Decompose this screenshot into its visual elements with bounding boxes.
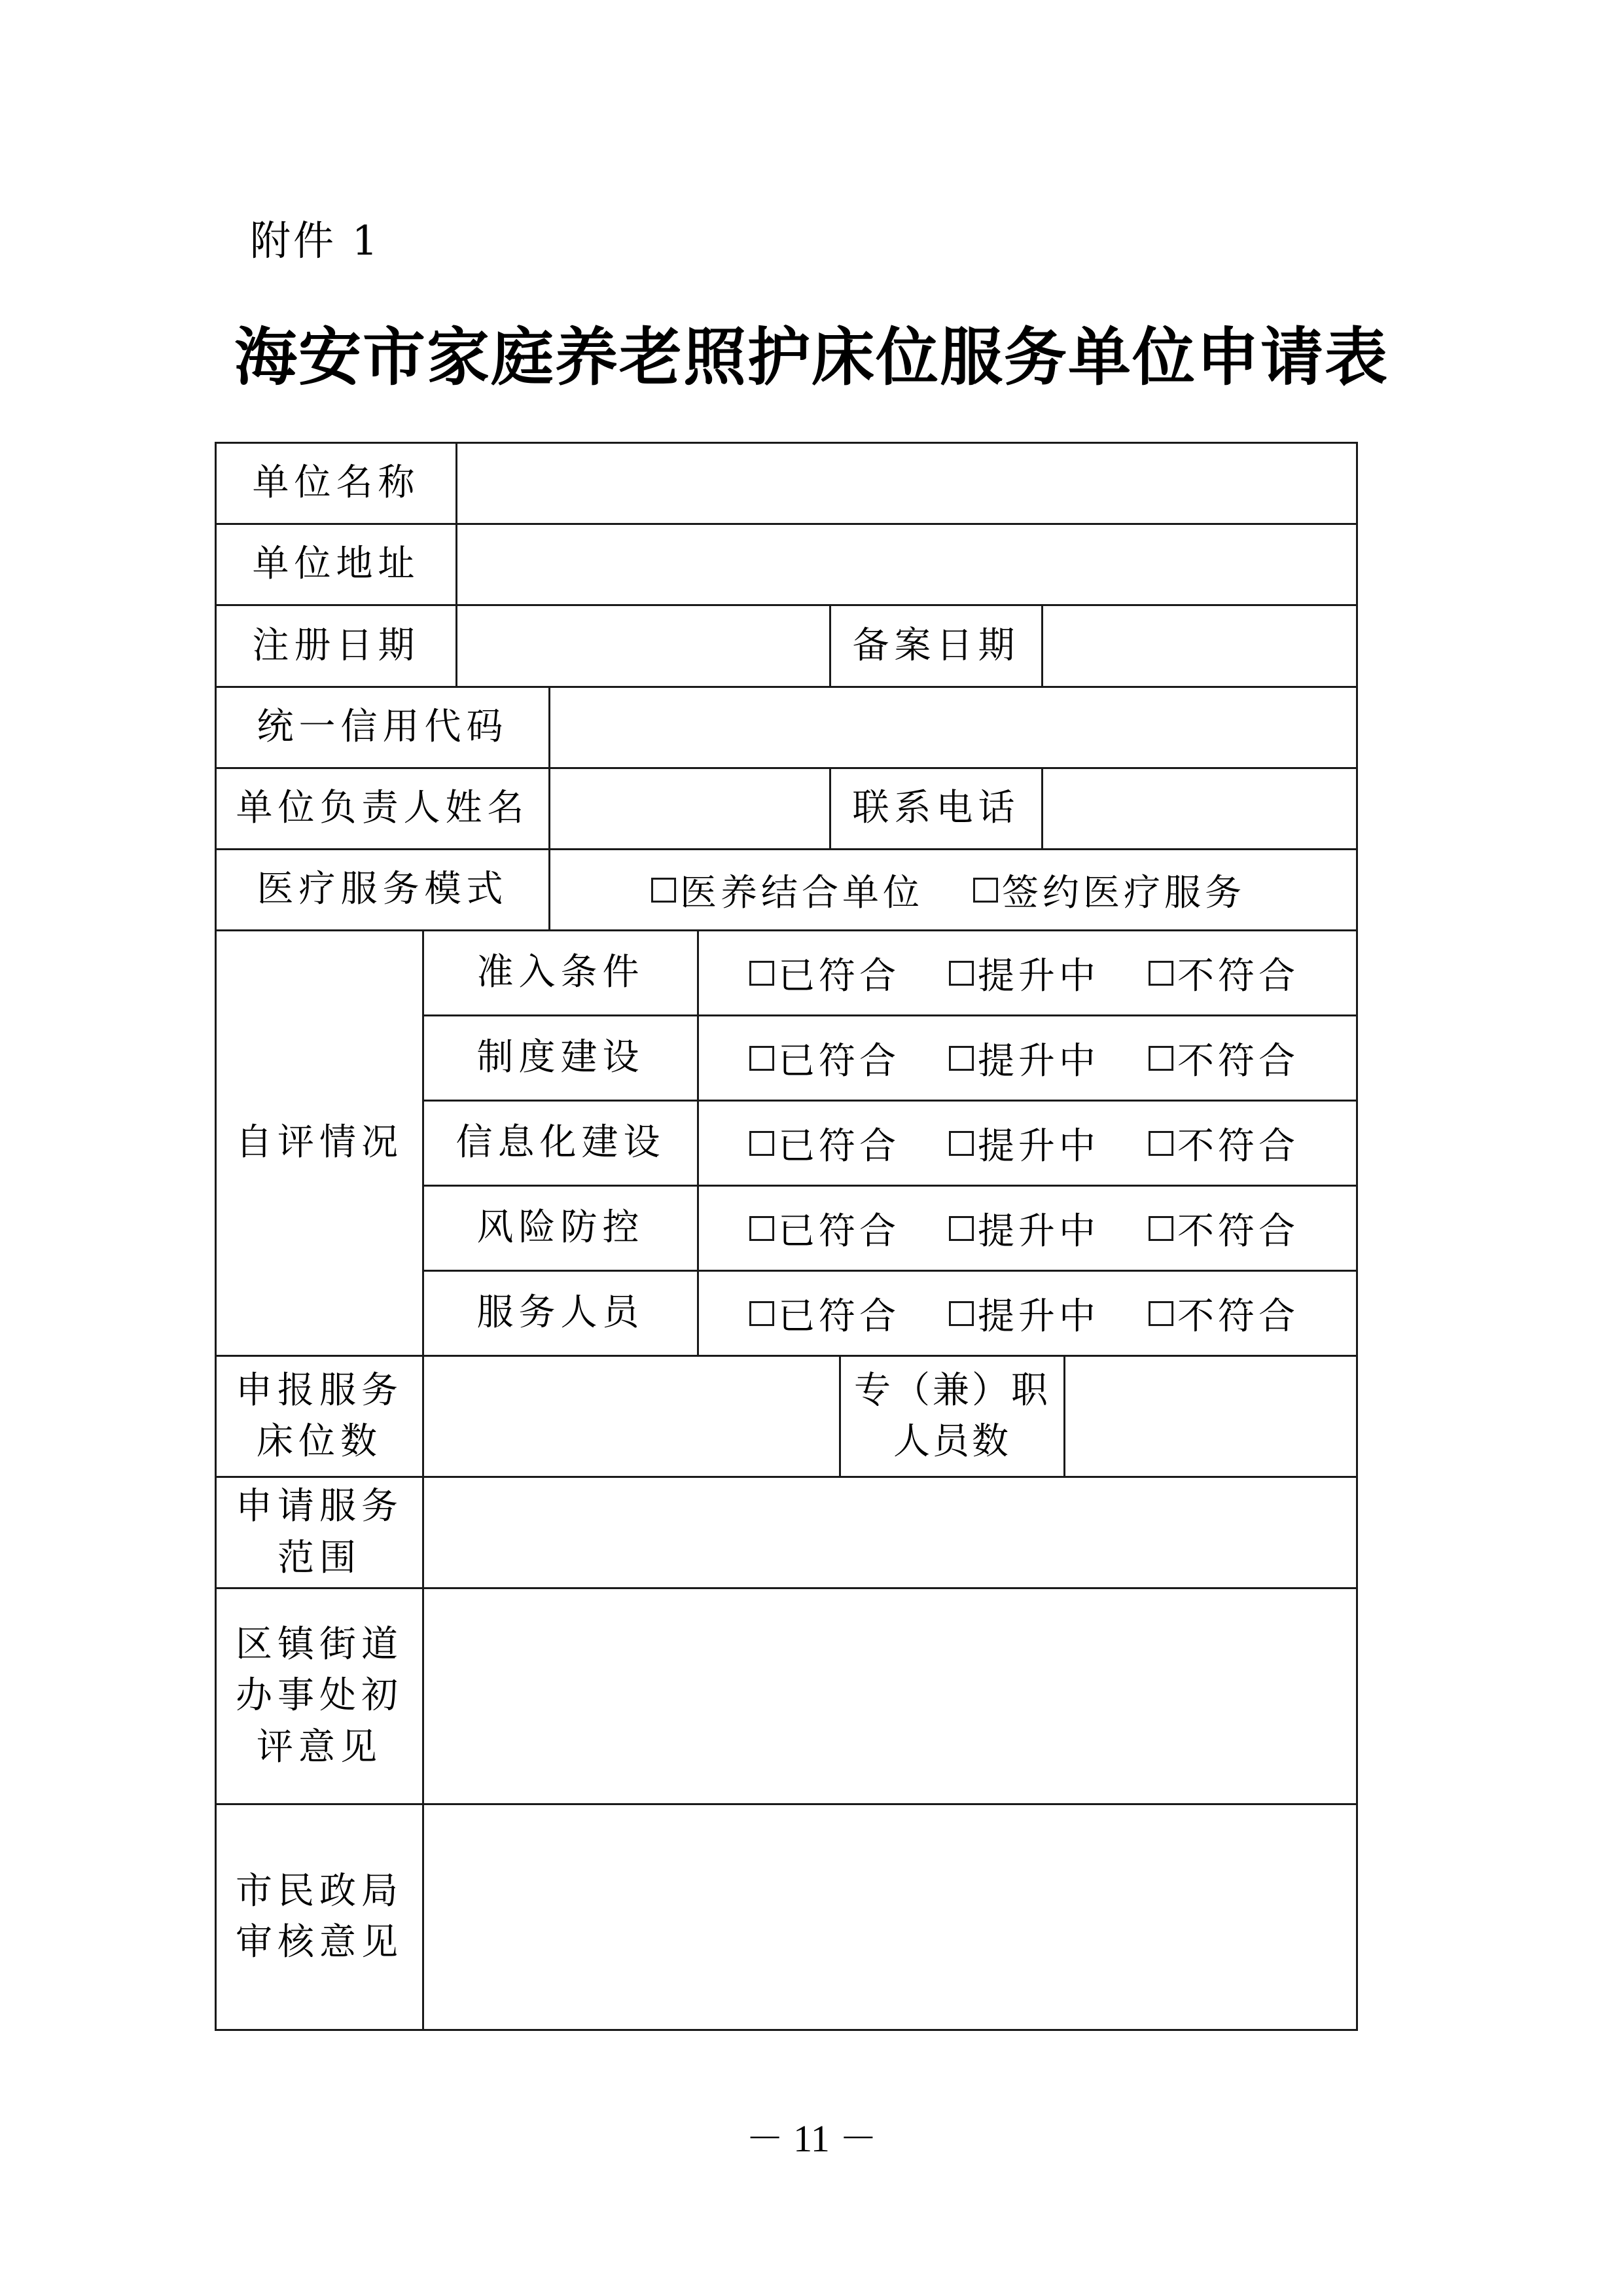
option-label: 不符合: [1177, 954, 1299, 997]
responsible-person-field[interactable]: [550, 769, 829, 848]
self-eval-option[interactable]: [749, 931, 900, 1014]
table-border-right: [1356, 442, 1358, 2031]
label-line: 申报服务: [236, 1369, 403, 1412]
checkbox-icon[interactable]: [1149, 961, 1173, 986]
option-label: 已符合: [778, 1039, 900, 1083]
label-line: 审核意见: [236, 1921, 403, 1964]
self-eval-option[interactable]: [949, 1016, 1099, 1100]
checkbox-icon[interactable]: [749, 1046, 774, 1071]
self-eval-option[interactable]: [749, 1016, 900, 1100]
staff-field[interactable]: [1065, 1357, 1356, 1476]
self-eval-option[interactable]: [749, 1272, 900, 1355]
self-eval-option[interactable]: [749, 1187, 900, 1270]
self-eval-option[interactable]: [1149, 931, 1299, 1014]
checkbox-icon[interactable]: [749, 961, 774, 986]
option-label: 提升中: [978, 1210, 1099, 1253]
checkbox-icon[interactable]: [949, 1131, 974, 1156]
label-line: 申请服务: [236, 1485, 403, 1528]
registration-date-label: 注册日期: [252, 624, 420, 667]
town-opinion-label: [217, 1589, 422, 1803]
label-line: 区镇街道: [236, 1623, 403, 1666]
option-label: 提升中: [978, 1295, 1099, 1338]
option-label: 提升中: [978, 954, 1099, 997]
self-eval-label: 自评情况: [236, 1121, 403, 1164]
responsible-person-label: 单位负责人姓名: [236, 787, 529, 830]
self-eval-option[interactable]: [949, 1272, 1099, 1355]
label-line: 专（兼）职: [854, 1369, 1050, 1412]
checkbox-icon[interactable]: [1149, 1046, 1173, 1071]
checkbox-icon[interactable]: [749, 1301, 774, 1326]
phone-label: 联系电话: [852, 787, 1020, 830]
phone-field[interactable]: [1043, 769, 1356, 848]
self-eval-option[interactable]: [1149, 1187, 1299, 1270]
staff-label: [841, 1357, 1063, 1476]
option-label: 不符合: [1177, 1210, 1299, 1253]
self-eval-option[interactable]: [749, 1102, 900, 1185]
self-eval-option[interactable]: [949, 931, 1099, 1014]
label-line: 评意见: [257, 1725, 382, 1768]
checkbox-icon[interactable]: [949, 1301, 974, 1326]
filing-date-label: 备案日期: [852, 624, 1020, 667]
option-label: 不符合: [1177, 1295, 1299, 1338]
label-line: 市民政局: [236, 1869, 403, 1912]
filing-date-field[interactable]: [1043, 606, 1356, 686]
option-label: 已符合: [778, 954, 900, 997]
credit-code-field[interactable]: [550, 688, 1356, 767]
checkbox-icon[interactable]: [651, 878, 676, 903]
self-eval-option[interactable]: [949, 1102, 1099, 1185]
self-eval-option[interactable]: [1149, 1272, 1299, 1355]
option-label: 提升中: [978, 1039, 1099, 1083]
checkbox-icon[interactable]: [749, 1216, 774, 1241]
medical-option[interactable]: [651, 850, 923, 929]
attachment-label: 附件 1: [250, 217, 381, 264]
checkbox-icon[interactable]: [973, 878, 998, 903]
registration-date-field[interactable]: [457, 606, 829, 686]
unit-name-label: 单位名称: [252, 461, 420, 505]
self-eval-item-label: 制度建设: [476, 1036, 645, 1079]
scope-field[interactable]: [424, 1478, 1356, 1587]
page-number: － 11 －: [745, 2117, 878, 2160]
credit-code-label: 统一信用代码: [257, 706, 508, 749]
option-label: 提升中: [978, 1124, 1099, 1168]
option-label: 已符合: [778, 1210, 900, 1253]
bureau-opinion-field[interactable]: [424, 1805, 1356, 2029]
checkbox-icon[interactable]: [1149, 1301, 1173, 1326]
table-border-bottom: [215, 2029, 1358, 2031]
option-label: 签约医疗服务: [1002, 871, 1245, 914]
medical-option[interactable]: [973, 850, 1245, 929]
option-label: 不符合: [1177, 1124, 1299, 1168]
self-eval-item-label: 风险防控: [476, 1206, 645, 1249]
unit-address-field[interactable]: [457, 525, 1356, 604]
checkbox-icon[interactable]: [949, 1216, 974, 1241]
checkbox-icon[interactable]: [1149, 1216, 1173, 1241]
label-line: 人员数: [893, 1420, 1011, 1463]
label-line: 床位数: [257, 1420, 382, 1463]
option-label: 不符合: [1177, 1039, 1299, 1083]
label-line: 范围: [277, 1536, 361, 1579]
self-eval-item-label: 服务人员: [476, 1291, 645, 1335]
checkbox-icon[interactable]: [749, 1131, 774, 1156]
bureau-opinion-label: [217, 1805, 422, 2029]
unit-address-label: 单位地址: [252, 543, 420, 586]
checkbox-icon[interactable]: [1149, 1131, 1173, 1156]
page-title: 海安市家庭养老照护床位服务单位申请表: [234, 320, 1389, 394]
option-label: 已符合: [778, 1124, 900, 1168]
self-eval-option[interactable]: [949, 1187, 1099, 1270]
beds-field[interactable]: [424, 1357, 839, 1476]
self-eval-item-label: 信息化建设: [455, 1121, 666, 1164]
checkbox-icon[interactable]: [949, 961, 974, 986]
option-label: 医养结合单位: [680, 871, 923, 914]
checkbox-icon[interactable]: [949, 1046, 974, 1071]
option-label: 已符合: [778, 1295, 900, 1338]
self-eval-option[interactable]: [1149, 1102, 1299, 1185]
medical-mode-label: 医疗服务模式: [257, 868, 508, 911]
label-line: 办事处初: [236, 1674, 403, 1717]
self-eval-item-label: 准入条件: [476, 951, 645, 994]
beds-label: [217, 1357, 422, 1476]
scope-label: [217, 1478, 422, 1587]
self-eval-option[interactable]: [1149, 1016, 1299, 1100]
town-opinion-field[interactable]: [424, 1589, 1356, 1803]
column-divider: [697, 929, 699, 1355]
unit-name-field[interactable]: [457, 444, 1356, 523]
